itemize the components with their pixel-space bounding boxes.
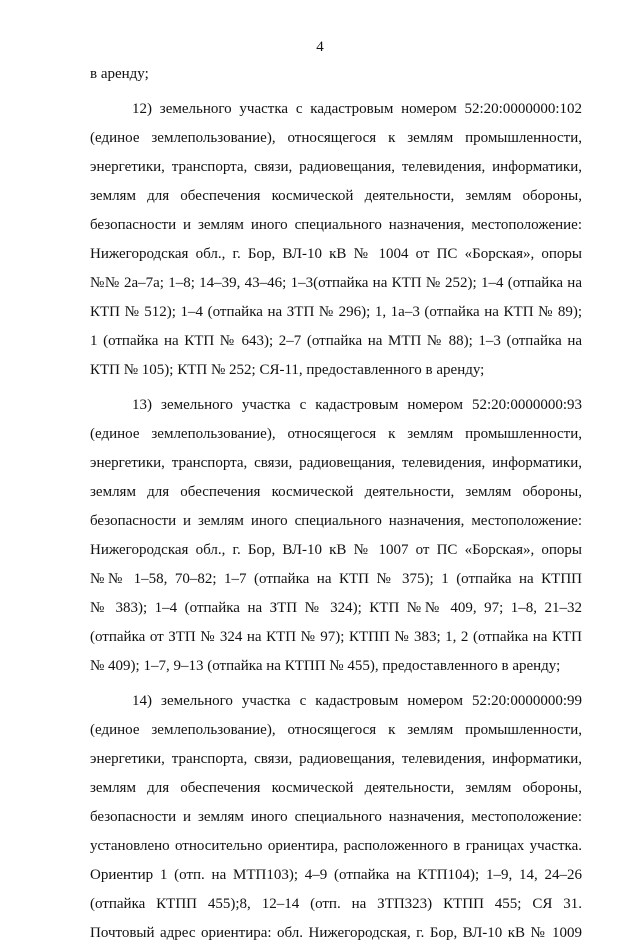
text-line: (единое землепользование), относящегося к землям промышленности,: [90, 426, 582, 442]
text-line: землям для обеспечения космической деятельности, землям обороны,: [90, 188, 582, 204]
text-line: №№ 1–58, 70–82; 1–7 (отпайка на КТП № 375); 1 (отпайка на КТПП: [90, 571, 582, 587]
document-body: [90, 60, 582, 948]
paragraph-item-14: [90, 687, 582, 948]
text-line: № 409); 1–7, 9–13 (отпайка на КТПП № 455), предоставленного в аренду;: [90, 658, 561, 674]
text-line: (единое землепользование), относящегося к землям промышленности,: [90, 722, 582, 738]
text-line: энергетики, транспорта, связи, радиовещания, телевидения, информатики,: [90, 455, 582, 471]
text-line: установлено относительно ориентира, расположенного в границах участка.: [90, 838, 582, 854]
text-line: (отпайка от ЗТП № 324 на КТП № 97); КТПП № 383; 1, 2 (отпайка на КТП: [90, 629, 582, 645]
text-line: (единое землепользование), относящегося к землям промышленности,: [90, 130, 582, 146]
text-line: землям для обеспечения космической деятельности, землям обороны,: [90, 484, 582, 500]
text-line: энергетики, транспорта, связи, радиовещания, телевидения, информатики,: [90, 159, 582, 175]
text-line: КТП № 512); 1–4 (отпайка на ЗТП № 296); 1, 1а–3 (отпайка на КТП № 89);: [90, 304, 582, 320]
text-line: КТП № 105); КТП № 252; СЯ-11, предоставленного в аренду;: [90, 362, 485, 378]
text-line: Нижегородская обл., г. Бор, ВЛ-10 кВ № 1004 от ПС «Борская», опоры: [90, 246, 582, 262]
text-line: безопасности и землям иного специального назначения, местоположение:: [90, 809, 582, 825]
text-line: № 383); 1–4 (отпайка на ЗТП № 324); КТП №№ 409, 97; 1–8, 21–32: [90, 600, 582, 616]
page-number: 4: [316, 39, 324, 55]
paragraph-continuation: [90, 60, 582, 89]
text-line: землям для обеспечения космической деятельности, землям обороны,: [90, 780, 582, 796]
text-line: 1 (отпайка на КТП № 643); 2–7 (отпайка на МТП № 88); 1–3 (отпайка на: [90, 333, 582, 349]
paragraph-item-12: [90, 95, 582, 385]
text-line: 13) земельного участка с кадастровым номером 52:20:0000000:93: [132, 397, 582, 413]
text-line: (отпайка КТПП 455);8, 12–14 (отп. на ЗТП323) КТПП 455; СЯ 31.: [90, 896, 582, 912]
text-line: энергетики, транспорта, связи, радиовещания, телевидения, информатики,: [90, 751, 582, 767]
text-line: Почтовый адрес ориентира: обл. Нижегородская, г. Бор, ВЛ-10 кВ № 1009: [90, 925, 582, 941]
text-line: №№ 2а–7а; 1–8; 14–39, 43–46; 1–3(отпайка на КТП № 252); 1–4 (отпайка на: [90, 275, 582, 291]
text-line: 12) земельного участка с кадастровым номером 52:20:0000000:102: [132, 101, 582, 117]
text-line: в аренду;: [90, 66, 149, 82]
text-line: Нижегородская обл., г. Бор, ВЛ-10 кВ № 1007 от ПС «Борская», опоры: [90, 542, 582, 558]
paragraph-item-13: [90, 391, 582, 681]
text-line: Ориентир 1 (отп. на МТП103); 4–9 (отпайка на КТП104); 1–9, 14, 24–26: [90, 867, 582, 883]
text-line: безопасности и землям иного специального назначения, местоположение:: [90, 217, 582, 233]
text-line: безопасности и землям иного специального назначения, местоположение:: [90, 513, 582, 529]
text-line: 14) земельного участка с кадастровым номером 52:20:0000000:99: [132, 693, 582, 709]
